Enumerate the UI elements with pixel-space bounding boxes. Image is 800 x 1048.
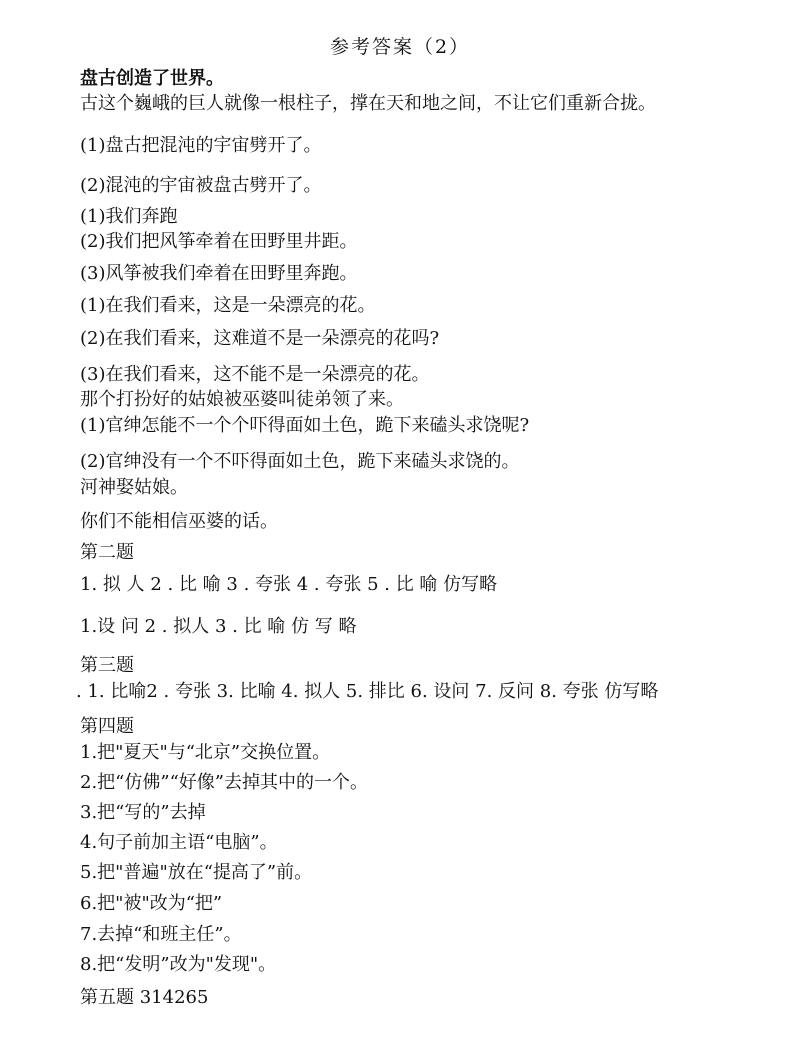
answer-line: 2.把“仿佛”“好像”去掉其中的一个。: [80, 772, 368, 793]
section-heading: 第四题: [80, 716, 134, 737]
answer-line: 3.把“写的”去掉: [80, 802, 206, 823]
answer-line: 盘古创造了世界。: [80, 68, 224, 89]
section-heading: 第三题: [80, 655, 134, 676]
answer-line: (2)我们把风筝牵着在田野里井距。: [80, 231, 358, 252]
answer-line: (3)风筝被我们牵着在田野里奔跑。: [80, 263, 358, 284]
answer-line: 那个打扮好的姑娘被巫婆叫徒弟领了来。: [80, 389, 404, 410]
page-title: 参考答案（2）: [329, 36, 471, 58]
answer-line: (2)混沌的宇宙被盘古劈开了。: [80, 175, 322, 196]
answer-line: 4.句子前加主语“电脑”。: [80, 832, 278, 853]
answer-line: 1.把"夏天"与“北京”交换位置。: [80, 742, 331, 763]
answer-line: 5.把"普遍"放在“提高了”前。: [80, 862, 313, 883]
answer-line: 河神娶姑娘。: [80, 477, 188, 498]
answer-line: 8.把“发明”改为"发现"。: [80, 954, 277, 975]
answer-line: 古这个巍峨的巨人就像一根柱子，撑在天和地之间，不让它们重新合拢。: [80, 93, 656, 114]
answer-line: (1)我们奔跑: [80, 206, 178, 227]
section-heading: 第二题: [80, 542, 134, 563]
answer-line: (2)在我们看来，这难道不是一朵漂亮的花吗?: [80, 328, 440, 349]
section-heading: 第五题 314265: [80, 987, 209, 1008]
answer-line: . 1. 比喻2 . 夸张 3. 比喻 4. 拟人 5. 排比 6. 设问 7. 反问 8. 夸张 仿写略: [76, 681, 659, 702]
answer-line: (2)官绅没有一个不吓得面如土色，跪下来磕头求饶的。: [80, 451, 520, 472]
answer-line: 7.去掉“和班主任”。: [80, 924, 242, 945]
answer-line: 1. 拟 人 2 . 比 喻 3 . 夸张 4 . 夸张 5 . 比 喻 仿写略: [80, 574, 498, 595]
answer-line: (3)在我们看来，这不能不是一朵漂亮的花。: [80, 364, 430, 385]
answer-line: 你们不能相信巫婆的话。: [80, 511, 278, 532]
answer-line: (1)官绅怎能不一个个吓得面如土色，跪下来磕头求饶呢?: [80, 415, 530, 436]
answer-line: 1.设 问 2 . 拟人 3 . 比 喻 仿 写 略: [80, 616, 357, 637]
answer-line: 6.把"被"改为“把”: [80, 893, 223, 914]
answer-line: (1)在我们看来，这是一朵漂亮的花。: [80, 295, 376, 316]
answer-line: (1)盘古把混沌的宇宙劈开了。: [80, 135, 322, 156]
